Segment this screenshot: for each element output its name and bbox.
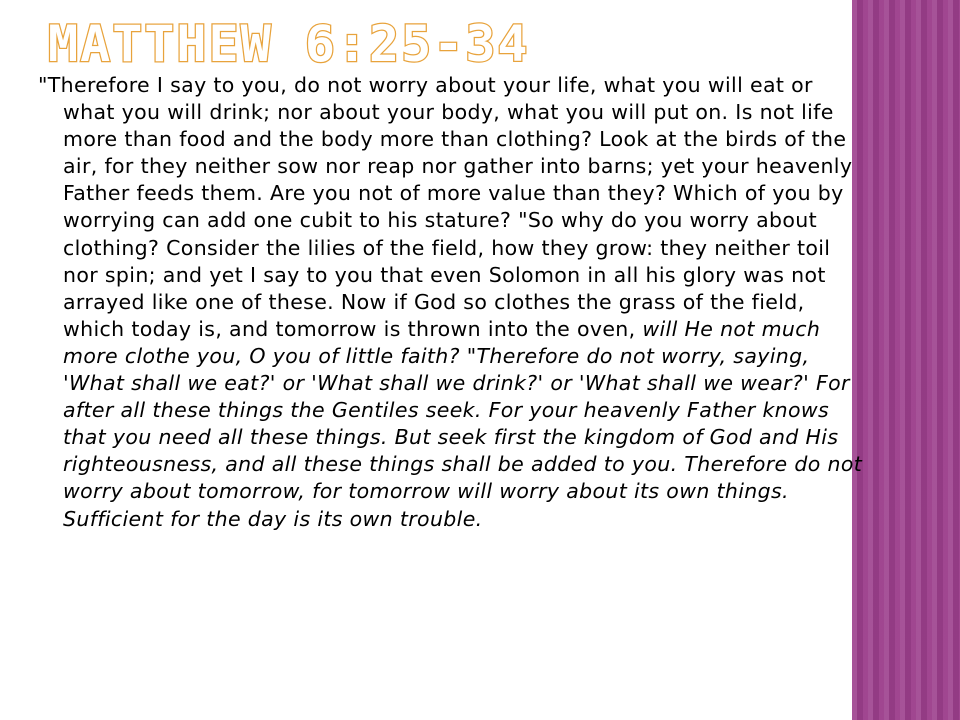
passage-plain-text: "Therefore I say to you, do not worry about your life, what you will eat or what you will drink; nor about your body, what you will put on. Is not life more than food and the body more than clothing? Look at the birds of the air, for they neither sow nor reap nor gather into barns; yet your heavenly Father feeds them. Are you not of more value than they? Which of you by worrying can add one cubit to his stature? "So why do you worry about clothing? Consider the lilies of the field, how they grow: they neither toil nor spin; and yet I say to you that even Solomon in all his glory was not arrayed like one of these. Now if God so clothes the grass of the field, which today is, and tomorrow is thrown into the oven,	[38, 73, 853, 341]
passage-italic-text: will He not much more clothe you, O you of little faith? "Therefore do not worry, saying, 'What shall we eat?' or 'What shall we drink?' or 'What shall we wear?' For after all these things the Gentiles seek. For your heavenly Father knows that you need all these things. But seek first the kingdom of God and His righteousness, and all these things shall be added to you. Therefore do not worry about tomorrow, for tomorrow will worry about its own things. Sufficient for the day is its own trouble.	[63, 316, 863, 531]
slide-title: MATTHEW 6:25-34	[48, 15, 530, 73]
scripture-passage	[38, 72, 863, 533]
decorative-side-stripe	[852, 0, 960, 720]
